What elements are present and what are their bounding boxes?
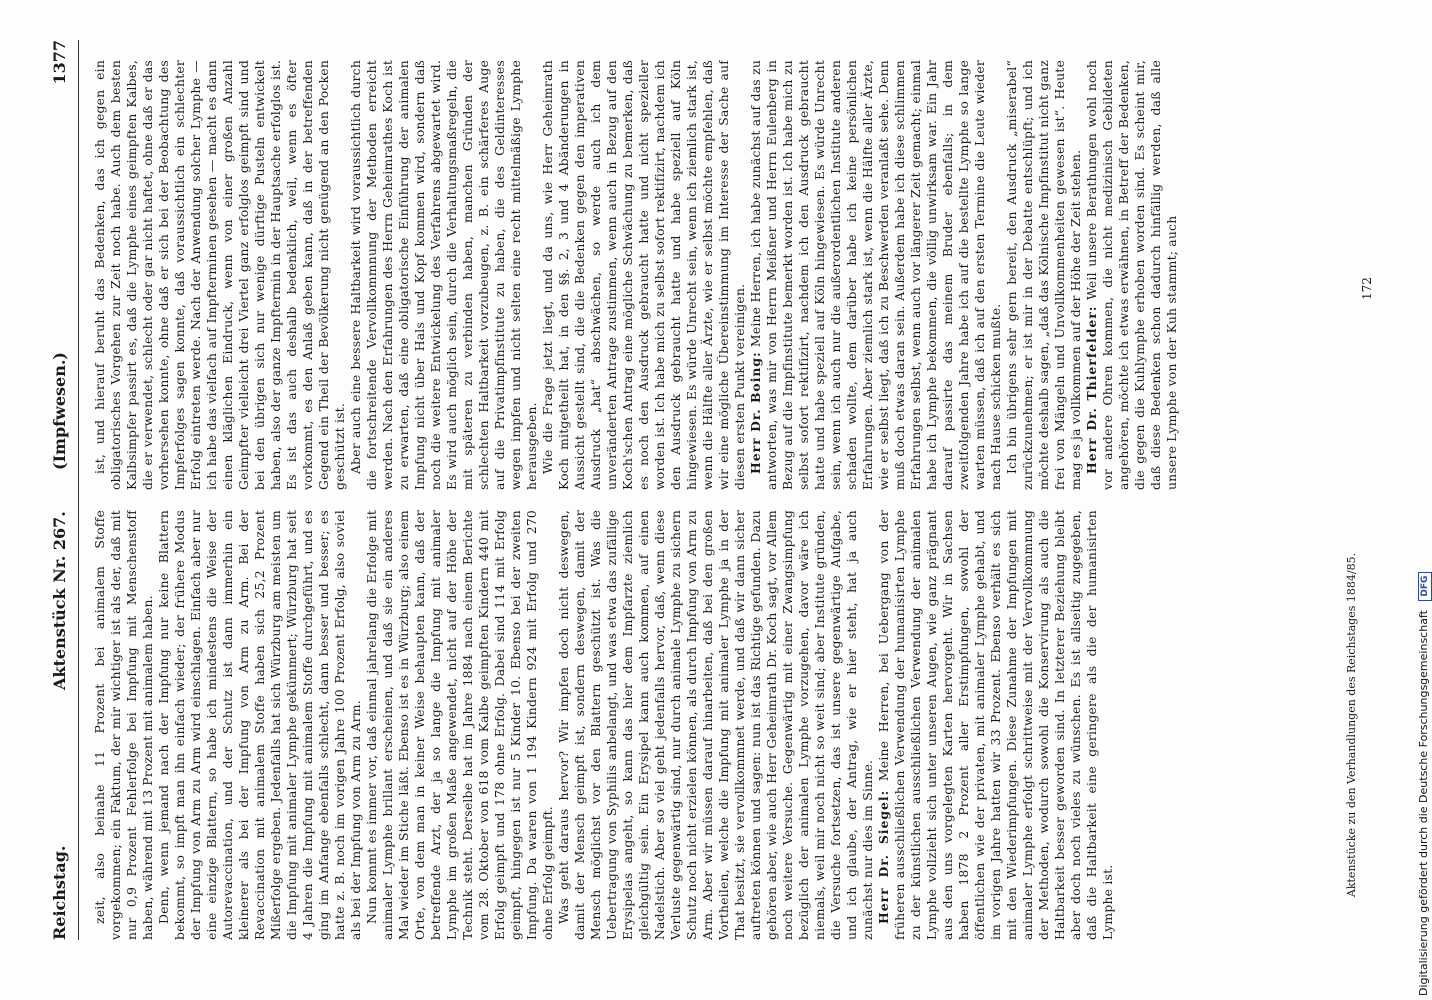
footer-note: Aktenstücke zu den Verhandlungen des Reichstages 1884/85. xyxy=(1345,552,1358,898)
digitization-credit xyxy=(1412,6,1432,996)
speaker-paragraph xyxy=(748,60,1004,490)
page-header xyxy=(44,40,79,940)
speaker-text: Meine Herren, bei Uebergang von der früheren ausschließlichen Verwendung der humanisirten Lymphe zu der künstlichen ausschließlichen Verwendung der animalen Lymphe vollzieht sich unter unseren Augen, wie ganz prägnant aus den uns vorgelegten Karten hervorgeht. Wir in Sachsen haben 1878 2 Prozent aller Erstimpfungen, sowohl der öffentlichen wie der privaten, mit animaler Lymphe gehabt, und im vorigen Jahre hatten wir 33 Prozent. Ebenso verhält es sich mit den Wiederimpfungen. Diese Zunahme der Impfungen mit animaler Lymphe erfolgt schrittweise mit der Vervollkommnung der Methoden, wodurch sowohl die Konservirung als auch die Haltbarkeit besser geworden sind. In letzterer Beziehung bleibt aber doch noch vieles zu wünschen. Es ist allseitig zugegeben, daß die Haltbarkeit eine geringere als die der humanisirten Lymphe ist. xyxy=(876,510,1115,940)
speaker-paragraph xyxy=(1084,60,1180,490)
speaker-name: Herr Dr. Boing: xyxy=(748,351,763,474)
page-number-header: 1377 xyxy=(50,40,69,85)
body-paragraph: Wie die Frage jetzt liegt, und da uns, wie Herr Geheimrath Koch mitgetheilt hat, in den §§. 2, 3 und 4 Abänderungen in Aussicht gestellt sind, die die Bedenken gegen den imperativen Ausdruck „hat“ abschwächen, so werde auch ich dem unveränderten Antrage zustimmen, wenn auch in Bezug auf den Koch'schen Antrag eine mögliche Schwächung zu bemerken, daß es noch den Ausdruck gebraucht hatte und nicht spezieller worden ist. Ich habe mich zu selbst sofort rektifizirt, nachdem ich den Ausdruck gebraucht hatte und habe speziell auf Köln hingewiesen. Es würde Unrecht sein, wenn ich ziemlich stark ist, wenn die Hälfte aller Ärzte, wie er selbst möchte empfehlen, daß wir eine mögliche Übereinstimmung im Interesse der Sache auf diesen ersten Punkt vereinigen. xyxy=(540,60,747,490)
body-paragraph: Aber auch eine bessere Haltbarkeit wird voraussichtlich durch die fortschreitende Vervollkommnung der Methoden erreicht werden. Nach den Erfahrungen des Herrn Geheimrathes Koch ist zu erwarten, daß eine obligatorische Einführung der animalen Impfung nicht über Hals und Kopf kommen wird, sondern daß noch die weitere Entwickelung des Verfahrens abgewartet wird. Es wird auch möglich sein, durch die Verhaltungsmaßregeln, die mit späteren zu verbinden haben, manchen Gründen der schlechten Haltbarkeit vorzubeugen, z. B. ein schärferes Auge auf die Privatimpfinstitute zu haben, die des Geldinteresses wegen impfen und nicht selten eine recht mittelmäßige Lymphe herausgeben. xyxy=(348,60,539,490)
body-paragraph: zeit, also beinahe 11 Prozent bei animalem Stoffe vorgekommen; ein Faktum, der mir wichtiger ist als der, daß mit nur 0,9 Prozent Fehlerfolge bei Impfung mit Menschenstoff haben, während mit 13 Prozent mit animalem haben. xyxy=(92,510,155,940)
speaker-name: Herr Dr. Thierfelder: xyxy=(1084,305,1099,474)
body-paragraph: Denn, wenn jemand nach der Impfung nur keine Blattern bekommt, so impft man ihn einfach wieder; der frühere Modus der Impfung von Arm zu Arm wird einschlagen. Einfach aber nur eine einzige Blattern, so habe ich mindestens die Weise der Autorevaccination, und der Schutz ist dann immerhin ein kleinerer als bei der Impfung von Arm zu Arm. Bei der Revaccination mit animalem Stoffe haben sich 25,2 Prozent Mißerfolge ergeben. Jedenfalls hat sich Würzburg am meisten um die Impfung mit animaler Lymphe gekümmert; Würzburg hat seit 4 Jahren die Impfung mit animalem Stoffe durchgeführt, und es ging im Anfange ebenfalls schlecht, dann besser und besser; es hatte z. B. noch im vorigen Jahre 100 Prozent Erfolg, also soviel als bei der Impfung von Arm zu Arm. xyxy=(156,510,363,940)
speaker-text: Weil unsere Berathungen wohl noch vor andere Ohren kommen, die nicht medizinisch Gebildeten angehören, möchte ich etwas erwähnen, in Betreff der Bedenken, die gegen die Kuhlymphe erhoben worden sind. Es scheint mir, daß diese Bedenken schon dadurch hinfällig werden, daß alle unsere Lymphe von der Kuh stammt; auch xyxy=(1084,60,1179,490)
publication-name: Reichstag. xyxy=(50,845,69,940)
text-column-left xyxy=(92,510,1342,940)
dfg-logo: DFG xyxy=(1418,572,1432,601)
body-paragraph: ist, und hierauf beruht das Bedenken, das ich gegen ein obligatorisches Vorgehen zur Zeit noch habe. Auch dem besten Kalbsimpfer passirt es, daß die Lymphe eines geimpften Kalbes, die er verwendet, schlecht oder gar nicht haftet, ohne daß er das vorhersehen konnte, ohne daß er sich bei der Beobachtung des Impferfolges sagen konnte, daß voraussichtlich ein schlechter Erfolg eintreten werde. Nach der Anwendung solcher Lymphe — ich habe das vielfach auf Impfterminen gesehen — macht es dann einen kläglichen Eindruck, wenn von einer großen Anzahl Geimpfter vielleicht drei Viertel ganz erfolglos geimpft sind und bei den übrigen sich nur wenige dürftige Pusteln entwickelt haben, also der ganze Impftermin in der Hauptsache erfolglos ist. Es ist das auch deshalb bedenklich, weil, wenn es öfter vorkommt, es den Anlaß geben kann, daß in der betreffenden Gegend ein Theil der Bevölkerung nicht genügend an den Pocken geschützt ist. xyxy=(92,60,347,490)
body-paragraph: Was geht daraus hervor? Wir impfen doch nicht deswegen, damit der Mensch geimpft ist, sondern deswegen, damit der Mensch möglichst vor den Blattern geschützt ist. Was die Uebertragung von Syphilis anbelangt, und was etwa das zufällige Erysipelas angeht, so kann das hier dem Impfarzte ziemlich gleichgültig sein. Ein Erysipel kann auch kommen, auf einen Nadelstich. Aber so viel geht jedenfalls hervor, daß, wenn diese Verluste gegenwärtig sind, nur durch animale Lymphe zu sichern Schutz noch nicht erzielen können, als durch Impfung von Arm zu Arm. Aber wir müssen darauf hinarbeiten, daß bei den großen Vortheilen, welche die Impfung mit animaler Lymphe ja in der That besitzt, sie vervollkommnet werde, und daß wir dann sicher auftreten können und sagen: nun ist das Richtige gefunden. Dazu gehören aber, wie auch Herr Geheimrath Dr. Koch sagt, vor Allem noch weitere Versuche. Gegenwärtig mit einer Zwangsimpfung bezüglich der animalen Lymphe vorzugehen, davor wäre ich niemals, weil mir noch nicht so weit sind; aber Institute gründen, die Versuche fortsetzen, das ist unsere gegenwärtige Aufgabe, und ich glaube, der Antrag, wie er hier steht, hat ja auch zunächst nur dies im Sinne. xyxy=(556,510,875,940)
document-subject: (Impfwesen.) xyxy=(50,352,69,470)
digitization-credit-text: Digitalisierung gefördert durch die Deutsche Forschungsgemeinschaft xyxy=(1417,610,1430,996)
speaker-name: Herr Dr. Siegel: xyxy=(876,789,891,924)
text-column-right xyxy=(92,60,1342,490)
body-paragraph: Ich bin übrigens sehr gern bereit, den Ausdruck „miserabel“ zurückzunehmen; er ist mir in der Debatte entschlüpft; und ich möchte deshalb sagen, „daß das Kölnische Impfinstitut nicht ganz frei von Mängeln und Unvollkommenheiten gewesen ist“. Heute mag es ja vollkommen auf der Höhe der Zeit stehen. xyxy=(1004,60,1083,490)
speaker-paragraph xyxy=(876,510,1116,940)
body-paragraph: Nun kommt es immer vor, daß einmal jahrelang die Erfolge mit animaler Lymphe brillant erscheinen, und daß sie ein anderes Mal wieder im Stiche läßt. Ebenso ist es in Würzburg; also einem Orte, von dem man in keiner Weise behaupten kann, daß der betreffende Arzt, der ja so lange die Impfung mit animaler Lymphe im großen Maße angewendet, nicht auf der Höhe der Technik steht. Derselbe hat im Jahre 1884 nach einem Berichte vom 28. Oktober von 618 vom Kalbe geimpften Kindern 440 mit Erfolg geimpft und 178 ohne Erfolg. Dabei sind 114 mit Erfolg geimpft, hingegen ist nur 5 Kinder 10. Ebenso bei der zweiten Impfung. Da waren von 1 194 Kindern 924 mit Erfolg und 270 ohne Erfolg geimpft. xyxy=(364,510,555,940)
document-title: Aktenstück Nr. 267. xyxy=(50,511,69,690)
speaker-text: Meine Herren, ich habe zunächst auf das zu antworten, was mir von Herrn Meißner und Herrn Eulenberg in Bezug auf die Impfinstitute bemerkt worden ist. Ich habe mich zu selbst sofort rektifizirt, nachdem ich den Ausdruck gebraucht hatte und habe speziell auf Köln hingewiesen. Es würde Unrecht sein, wenn ich auch nur die außerordentlichen Institute anderen schaden wollte, dem darüber habe ich keine persönlichen Erfahrungen. Aber ziemlich stark ist, wenn die Hälfte aller Ärzte, wie er selbst liegt, daß ich zu Beschwerden veranlaßt sehe. Denn muß doch etwas daran sein. Außerdem habe ich diese schlimmen Erfahrungen selbst, wenn auch vor längerer Zeit gemacht; einmal habe ich Lymphe bekommen, die völlig unwirksam war. Ein Jahr darauf passirte das meinem Bruder ebenfalls; in dem zweitfolgenden Jahre habe ich auf die bestellte Lymphe so lange warten müssen, daß ich auf den ersten Termine die Leute wieder nach Hause schicken mußte. xyxy=(748,60,1003,490)
page-number-footer: 172 xyxy=(1360,277,1374,300)
